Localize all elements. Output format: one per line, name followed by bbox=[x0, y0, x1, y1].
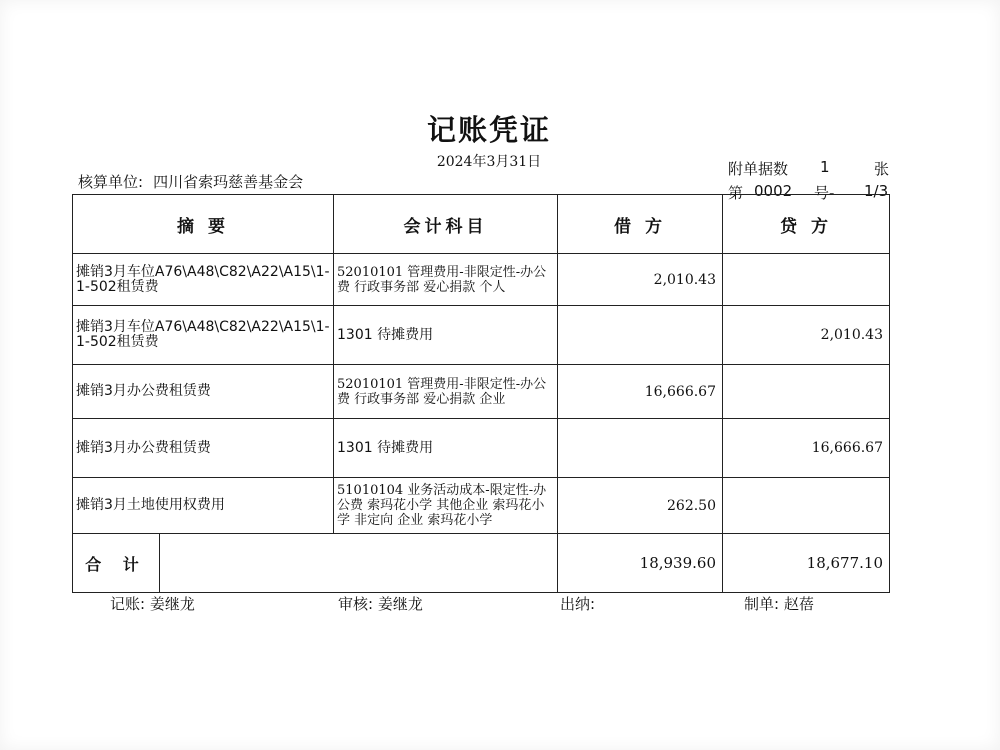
cashier-label: 出纳: bbox=[560, 595, 596, 613]
preparer-label: 制单: bbox=[744, 595, 780, 613]
reviewer-name: 姜继龙 bbox=[377, 595, 423, 613]
accounting-unit bbox=[78, 171, 303, 192]
row-debit bbox=[558, 419, 723, 478]
voucher-suffix: 号- bbox=[814, 184, 835, 202]
reviewer bbox=[338, 593, 423, 614]
total-label-cell bbox=[73, 534, 558, 593]
attachment-number: 1 bbox=[820, 158, 830, 176]
row-debit bbox=[558, 306, 723, 365]
header-debit: 借 方 bbox=[558, 195, 723, 254]
reviewer-label: 审核: bbox=[338, 595, 374, 613]
row-account: 52010101 管理费用-非限定性-办公费 行政事务部 爱心捐款 企业 bbox=[334, 365, 558, 419]
voucher-table bbox=[72, 194, 890, 593]
table-row bbox=[73, 419, 890, 478]
bookkeeper-name: 姜继龙 bbox=[149, 595, 195, 613]
table-row bbox=[73, 254, 890, 306]
row-account: 1301 待摊费用 bbox=[334, 306, 558, 365]
bookkeeper-label: 记账: bbox=[110, 595, 146, 613]
header-account: 会计科目 bbox=[334, 195, 558, 254]
total-credit: 18,677.10 bbox=[723, 534, 890, 593]
voucher-number-value: 0002 bbox=[754, 182, 793, 200]
row-account: 52010101 管理费用-非限定性-办公费 行政事务部 爱心捐款 个人 bbox=[334, 254, 558, 306]
accounting-unit-label: 核算单位: bbox=[78, 173, 144, 191]
row-credit: 2,010.43 bbox=[723, 306, 890, 365]
row-account: 51010104 业务活动成本-限定性-办公费 索玛花小学 其他企业 索玛花小学 非定向 企业 索玛花小学 bbox=[334, 478, 558, 534]
voucher-prefix: 第 bbox=[728, 184, 744, 202]
attachment-suffix: 张 bbox=[874, 160, 890, 178]
table-header-row bbox=[73, 195, 890, 254]
table-row bbox=[73, 306, 890, 365]
preparer bbox=[744, 593, 814, 614]
attachment-label: 附单据数 bbox=[728, 160, 789, 178]
row-credit bbox=[723, 478, 890, 534]
header-summary: 摘 要 bbox=[73, 195, 334, 254]
row-credit: 16,666.67 bbox=[723, 419, 890, 478]
total-blank bbox=[160, 534, 557, 592]
voucher-date: 2024年3月31日 bbox=[436, 154, 542, 170]
accounting-unit-name: 四川省索玛慈善基金会 bbox=[153, 173, 304, 191]
header-credit: 贷 方 bbox=[723, 195, 890, 254]
row-summary: 摊销3月车位A76\A48\C82\A22\A15\1-1-502租赁费 bbox=[73, 254, 334, 306]
row-account: 1301 待摊费用 bbox=[334, 419, 558, 478]
table-row bbox=[73, 365, 890, 419]
row-debit: 262.50 bbox=[558, 478, 723, 534]
total-debit: 18,939.60 bbox=[558, 534, 723, 593]
cashier bbox=[560, 593, 595, 614]
row-summary: 摊销3月车位A76\A48\C82\A22\A15\1-1-502租赁费 bbox=[73, 306, 334, 365]
row-debit: 2,010.43 bbox=[558, 254, 723, 306]
row-summary: 摊销3月办公费租赁费 bbox=[73, 419, 334, 478]
row-credit bbox=[723, 365, 890, 419]
total-row bbox=[73, 534, 890, 593]
row-credit bbox=[723, 254, 890, 306]
bookkeeper bbox=[110, 593, 195, 614]
preparer-name: 赵蓓 bbox=[783, 595, 814, 613]
table-row bbox=[73, 478, 890, 534]
total-label: 合 计 bbox=[73, 534, 160, 592]
row-summary: 摊销3月办公费租赁费 bbox=[73, 365, 334, 419]
row-summary: 摊销3月土地使用权费用 bbox=[73, 478, 334, 534]
voucher-page: 1/3 bbox=[864, 182, 889, 200]
row-debit: 16,666.67 bbox=[558, 365, 723, 419]
voucher-title: 记账凭证 bbox=[426, 113, 551, 147]
